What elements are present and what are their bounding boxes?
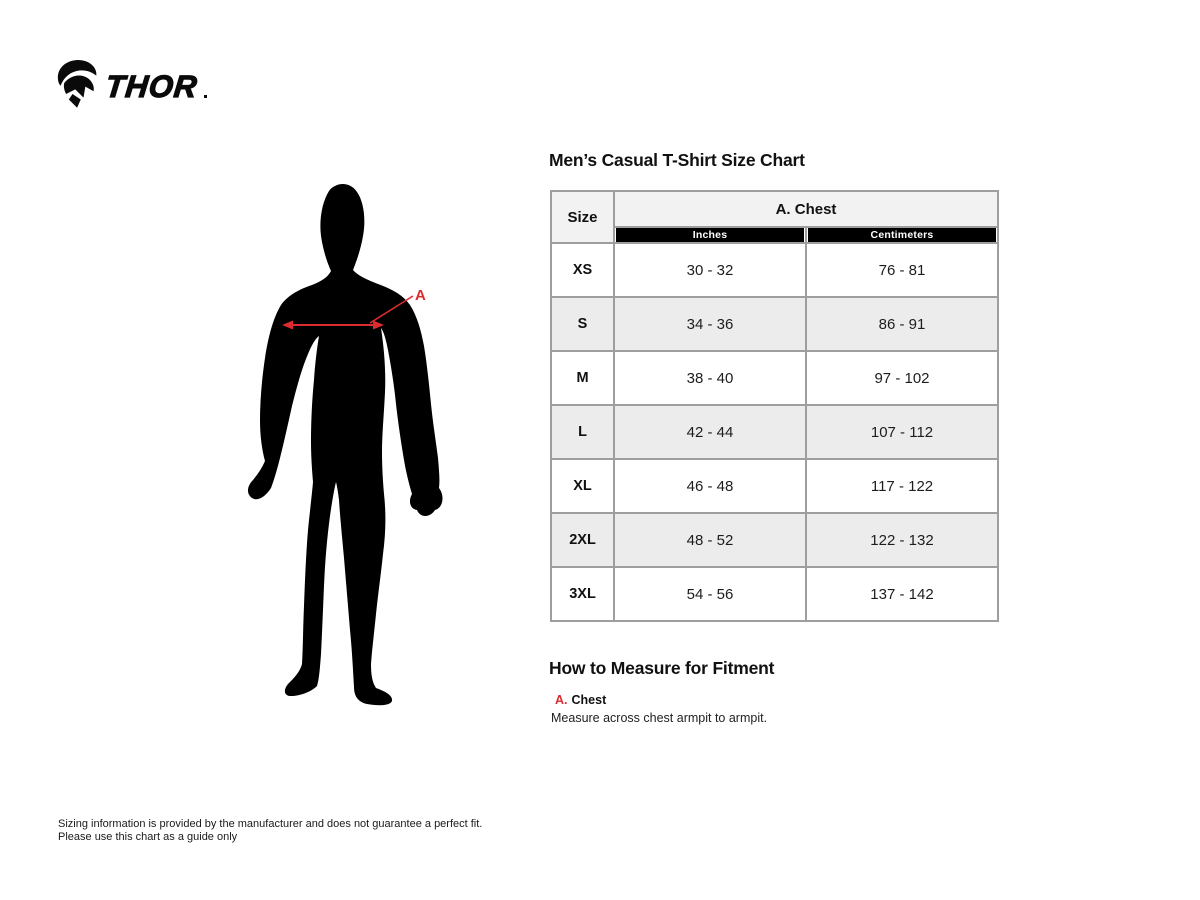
size-table (550, 190, 999, 622)
cm-cell-xl: 117 - 122 (807, 460, 997, 512)
size-cell-xs: XS (552, 244, 613, 296)
inches-cell-2xl: 48 - 52 (615, 514, 805, 566)
measure-description: Measure across chest armpit to armpit. (551, 711, 768, 725)
cm-cell-m: 97 - 102 (807, 352, 997, 404)
body-silhouette (248, 184, 443, 705)
thor-logo (56, 58, 207, 108)
trademark-dot (204, 95, 207, 98)
inches-cell-l: 42 - 44 (615, 406, 805, 458)
centimeters-header-bar: Centimeters (808, 228, 996, 242)
centimeters-header-cell (807, 228, 997, 242)
size-cell-3xl: 3XL (552, 568, 613, 620)
cm-cell-3xl: 137 - 142 (807, 568, 997, 620)
size-cell-xl: XL (552, 460, 613, 512)
cm-cell-s: 86 - 91 (807, 298, 997, 350)
disclaimer (58, 818, 482, 843)
thor-goat-icon (56, 58, 100, 108)
chest-measure-label: A (415, 287, 426, 304)
inches-cell-3xl: 54 - 56 (615, 568, 805, 620)
size-column-header: Size (552, 192, 613, 242)
inches-cell-m: 38 - 40 (615, 352, 805, 404)
measure-key-letter: A. (555, 693, 568, 707)
body-silhouette-figure (228, 178, 472, 723)
size-cell-2xl: 2XL (552, 514, 613, 566)
inches-header-cell (615, 228, 805, 242)
measure-key-name: Chest (571, 693, 607, 707)
cm-cell-xs: 76 - 81 (807, 244, 997, 296)
inches-header-bar: Inches (616, 228, 804, 242)
thor-wordmark: THOR (103, 68, 200, 104)
inches-cell-s: 34 - 36 (615, 298, 805, 350)
size-cell-s: S (552, 298, 613, 350)
chart-title: Men’s Casual T-Shirt Size Chart (549, 150, 805, 170)
size-cell-l: L (552, 406, 613, 458)
size-cell-m: M (552, 352, 613, 404)
howto-heading: How to Measure for Fitment (549, 658, 775, 678)
disclaimer-line-2: Please use this chart as a guide only (58, 830, 238, 843)
inches-cell-xl: 46 - 48 (615, 460, 805, 512)
measure-key-chest (555, 693, 606, 707)
cm-cell-l: 107 - 112 (807, 406, 997, 458)
inches-cell-xs: 30 - 32 (615, 244, 805, 296)
chest-group-header: A. Chest (615, 192, 997, 226)
cm-cell-2xl: 122 - 132 (807, 514, 997, 566)
disclaimer-line-1: Sizing information is provided by the manufacturer and does not guarantee a perfect fit. (58, 818, 483, 830)
